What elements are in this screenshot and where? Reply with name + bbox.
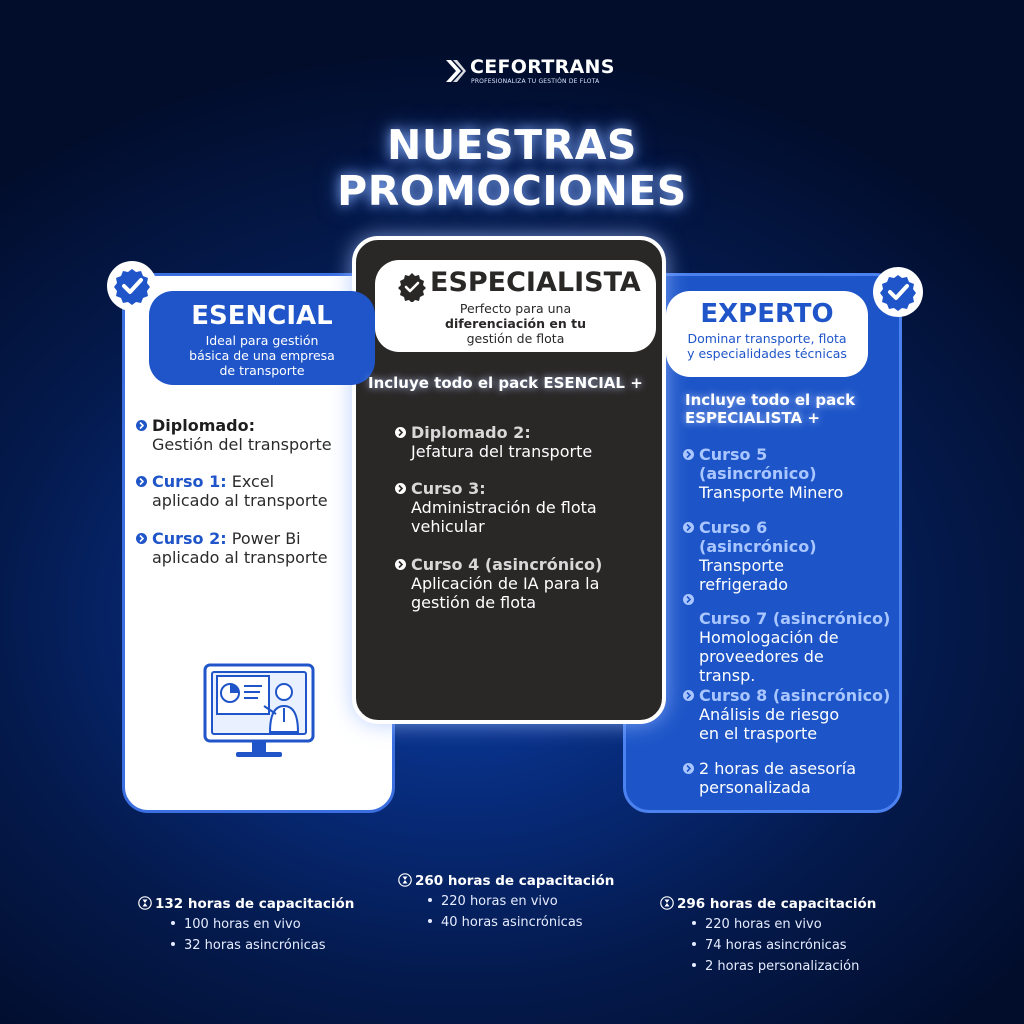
list-item: Curso 6 (asincrónico) Transporte refrigerado [699, 518, 817, 594]
chevron-right-icon [395, 483, 406, 494]
list-item: Curso 8 (asincrónico) Análisis de riesgo en el trasporte [699, 686, 890, 743]
list-item: Diplomado 2: Jefatura del transporte [411, 423, 592, 461]
plan-desc-esencial: Ideal para gestión básica de una empresa de transporte [189, 333, 335, 378]
chevron-right-icon [395, 427, 406, 438]
includes-especialista-label: Incluye todo el pack ESPECIALISTA + [685, 391, 856, 427]
brand-tagline: PROFESIONALIZA TU GESTIÓN DE FLOTA [471, 78, 600, 85]
monitor-presentation-icon [202, 662, 316, 762]
list-item: 2 horas de asesoría personalizada [699, 759, 856, 797]
list-item: Curso 4 (asincrónico) Aplicación de IA para la gestión de flota [411, 555, 602, 612]
chevron-right-icon [136, 420, 147, 431]
chevron-right-icon [395, 559, 406, 570]
chevron-logo-icon [444, 58, 466, 84]
chevron-right-icon [683, 763, 694, 774]
chevron-right-icon [683, 449, 694, 460]
plan-name-especialista: ESPECIALISTA [430, 267, 641, 298]
chevron-right-icon [683, 522, 694, 533]
verified-check-icon [872, 266, 924, 318]
hourglass-icon [660, 896, 674, 910]
hourglass-icon [398, 873, 412, 887]
list-item: Diplomado: Gestión del transporte [152, 416, 332, 454]
plan-name-experto: EXPERTO [700, 299, 834, 329]
includes-esencial-label: Incluye todo el pack ESENCIAL + [368, 374, 643, 392]
list-item: Curso 3: Administración de flota vehicular [411, 479, 597, 536]
stats-experto: 296 horas de capacitación 220 horas en vivo 74 horas asincrónicas 2 horas personalización [660, 896, 876, 975]
list-item: Curso 5 (asincrónico) Transporte Minero [699, 445, 843, 502]
plan-name-esencial: ESENCIAL [191, 301, 333, 331]
list-item: Curso 1: Excel aplicado al transporte [152, 472, 328, 510]
chevron-right-icon [683, 594, 694, 605]
plan-desc-especialista: Perfecto para una diferenciación en tu gestión de flota [445, 301, 586, 346]
stats-especialista: 260 horas de capacitación 220 horas en vivo 40 horas asincrónicas [398, 873, 614, 931]
page-title-line-2: PROMOCIONES [337, 167, 687, 215]
brand-name: CEFORTRANS [470, 56, 615, 78]
brand-logo [440, 56, 620, 88]
stats-esencial: 132 horas de capacitación 100 horas en vivo 32 horas asincrónicas [138, 896, 354, 954]
list-item: Curso 2: Power Bi aplicado al transporte [152, 529, 328, 567]
chevron-right-icon [136, 533, 147, 544]
chevron-right-icon [683, 690, 694, 701]
list-item: Curso 7 (asincrónico) Homologación de proveedores de transp. [699, 590, 890, 685]
plan-desc-experto: Dominar transporte, flota y especialidades técnicas [687, 331, 847, 361]
verified-check-icon [397, 272, 427, 302]
chevron-right-icon [136, 476, 147, 487]
hourglass-icon [138, 896, 152, 910]
page-title-line-1: NUESTRAS [387, 121, 637, 169]
